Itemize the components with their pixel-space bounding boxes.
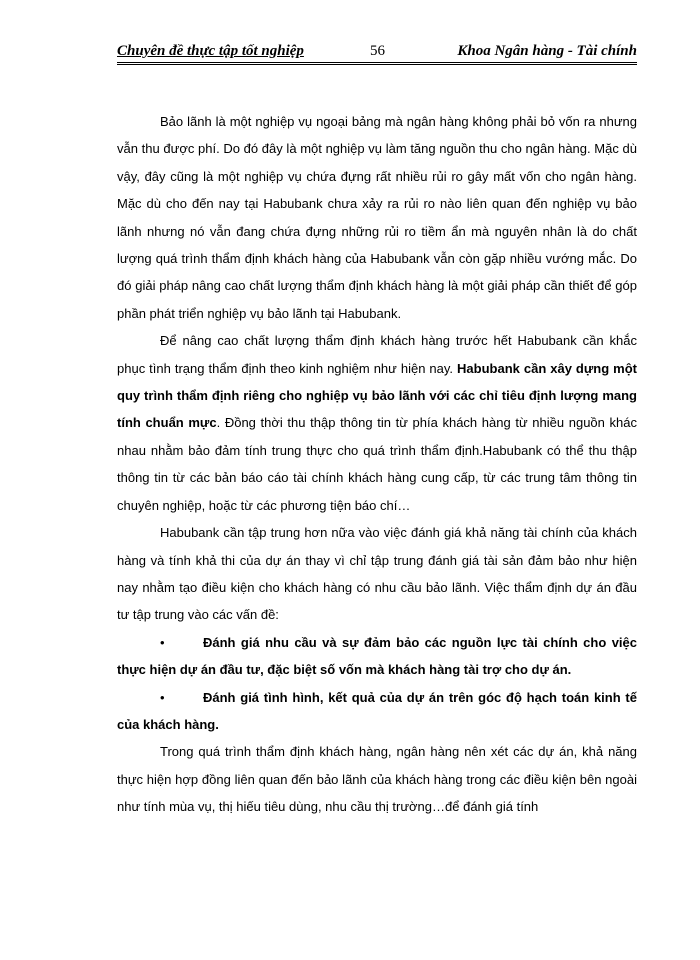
bullet-item-1 — [117, 629, 637, 684]
bullet-item-2 — [117, 684, 637, 739]
document-body — [117, 108, 637, 821]
header-page-number: 56 — [370, 43, 385, 59]
paragraph-2-start: Để nâng cao chất lượng thẩm định khách hàng trước hết Habubank cần khắc phục tình trạng thẩm định theo kinh nghiệm như hiện nay. — [117, 333, 637, 376]
bullet-icon: • — [160, 689, 165, 705]
paragraph-2 — [117, 327, 637, 519]
header-department: Khoa Ngân hàng - Tài chính — [457, 43, 637, 59]
page-header — [117, 38, 637, 65]
paragraph-1: Bảo lãnh là một nghiệp vụ ngoại bảng mà ngân hàng không phải bỏ vốn ra nhưng vẫn thu được phí. Do đó đây là một nghiệp vụ làm tăng nguồn thu cho ngân hàng. Mặc dù vậy, đây cũng là một nghiệp vụ chứa đựng rất nhiều rủi ro gây mất vốn cho ngân hàng. Mặc dù cho đến nay tại Habubank chưa xảy ra rủi ro nào liên quan đến nghiệp vụ bảo lãnh nhưng nó vẫn đang chứa đựng những rủi ro tiềm ẩn mà nguyên nhân là do chất lượng quá trình thẩm định khách hàng của Habubank vẫn còn gặp nhiều vướng mắc. Do đó giải pháp nâng cao chất lượng thẩm định khách hàng là một giải pháp cần thiết để góp phần phát triển nghiệp vụ bảo lãnh tại Habubank. — [117, 114, 637, 321]
paragraph-3: Habubank cần tập trung hơn nữa vào việc đánh giá khả năng tài chính của khách hàng và tính khả thi của dự án thay vì chỉ tập trung đánh giá tài sản đảm bảo như hiện nay nhằm tạo điều kiện cho khách hàng có nhu cầu bảo lãnh. Việc thẩm định dự án đầu tư tập trung vào các vấn đề: — [117, 525, 637, 623]
bullet-item-1-text: Đánh giá nhu cầu và sự đảm bảo các nguồn lực tài chính cho việc thực hiện dự án đầu tư, đặc biệt số vốn mà khách hàng tài trợ cho dự án. — [117, 634, 637, 678]
header-thesis-title: Chuyên đề thực tập tốt nghiệp — [117, 43, 304, 59]
paragraph-4: Trong quá trình thẩm định khách hàng, ngân hàng nên xét các dự án, khả năng thực hiện hợp đồng liên quan đến bảo lãnh của khách hàng trong các điều kiện bên ngoài như tính mùa vụ, thị hiếu tiêu dùng, nhu cầu thị trường…để đánh giá tính — [117, 744, 637, 815]
paragraph-2-end: . Đồng thời thu thập thông tin từ phía khách hàng từ nhiều nguồn khác nhau nhằm bảo đảm tính trung thực cho quá trình thẩm định.Habubank có thể thu thập thông tin từ các bản báo cáo tài chính khách hàng cung cấp, từ các trung tâm thông tin chuyên nghiệp, hoặc từ các phương tiện báo chí… — [117, 415, 637, 513]
bullet-item-2-text: Đánh giá tình hình, kết quả của dự án trên góc độ hạch toán kinh tế của khách hàng. — [117, 689, 637, 732]
bullet-icon: • — [160, 634, 165, 650]
paragraph-2-bold: Habubank cần xây dựng một quy trình thẩm định riêng cho nghiệp vụ bảo lãnh với các chỉ tiêu định lượng mang tính chuẩn mực — [117, 360, 637, 431]
